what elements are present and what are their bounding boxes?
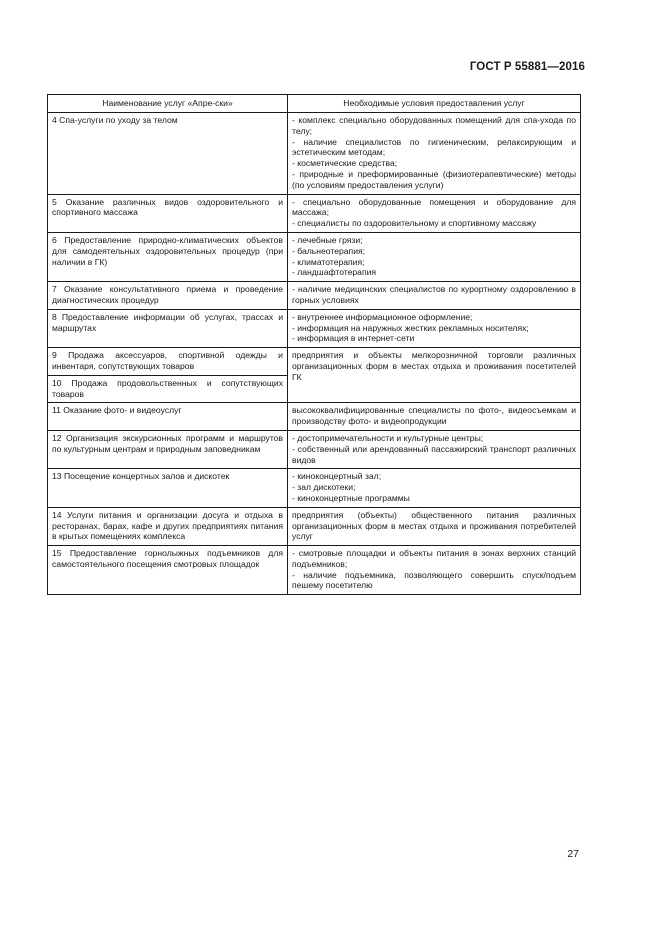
document-code: ГОСТ Р 55881—2016 xyxy=(469,61,585,73)
service-conditions xyxy=(288,282,581,310)
condition-line: - внутреннее информационное оформление; xyxy=(292,311,473,322)
service-conditions xyxy=(288,546,581,595)
condition-line: - киноконцертные программы xyxy=(292,492,410,503)
service-name: 8 Предоставление информации об услугах, трассах и маршрутах xyxy=(48,309,288,347)
service-name: 6 Предоставление природно-климатических объектов для самодеятельных оздоровительных процедур (при наличии в ГК) xyxy=(48,232,288,281)
condition-line: - информация в интернет-сети xyxy=(292,333,415,344)
service-conditions xyxy=(288,469,581,507)
condition-line: - специалисты по оздоровительному и спортивному массажу xyxy=(292,218,537,229)
service-conditions xyxy=(288,309,581,347)
table-row xyxy=(48,403,581,431)
condition-line: - собственный или арендованный пассажирский транспорт различных видов xyxy=(292,443,576,465)
service-conditions xyxy=(288,232,581,281)
condition-line: - наличие специалистов по гигиеническим, релаксирующим и эстетическим методам; xyxy=(292,136,576,158)
condition-line: предприятия (объекты) общественного питания различных организационных форм в местах отдыха и проживания потребителей услуг xyxy=(292,509,576,542)
service-name: 7 Оказание консультативного приема и проведение диагностических процедур xyxy=(48,282,288,310)
condition-line: - косметические средства; xyxy=(292,158,398,169)
table-row xyxy=(48,309,581,347)
condition-line: - специально оборудованные помещения и оборудование для массажа; xyxy=(292,196,576,218)
table-row xyxy=(48,507,581,545)
condition-line: - комплекс специально оборудованных помещений для спа-ухода по телу; xyxy=(292,115,576,136)
service-conditions xyxy=(288,507,581,545)
service-name: 10 Продажа продовольственных и сопутствующих товаров xyxy=(48,375,288,403)
services-table xyxy=(47,94,581,595)
condition-line: - лечебные грязи; xyxy=(292,234,363,245)
condition-line: - зал дискотеки; xyxy=(292,482,356,493)
condition-line: предприятия и объекты мелкорозничной торговли различных организационных форм в местах отдыха и проживания посетителей ГК xyxy=(292,350,576,382)
column-header-conditions: Необходимые условия предоставления услуг xyxy=(288,95,581,113)
service-name: 5 Оказание различных видов оздоровительного и спортивного массажа xyxy=(48,194,288,232)
service-conditions xyxy=(288,430,581,468)
service-name: 13 Посещение концертных залов и дискотек xyxy=(48,469,288,507)
condition-line: - достопримечательности и культурные центры; xyxy=(292,432,484,443)
condition-line: высококвалифицированные специалисты по фото-, видеосъемкам и производству фото- и видеопродукции xyxy=(292,405,576,427)
table-row xyxy=(48,113,581,195)
condition-line: - бальнеотерапия; xyxy=(292,245,366,256)
table-header-row xyxy=(48,95,581,113)
condition-line: - киноконцертный зал; xyxy=(292,471,382,482)
service-conditions xyxy=(288,113,581,195)
condition-line: - природные и преформированные (физиотерапевтические) методы (по условиям предоставления услуги) xyxy=(292,168,576,190)
table-row xyxy=(48,469,581,507)
condition-line: - климатотерапия; xyxy=(292,256,365,267)
condition-line: - ландшафтотерапия xyxy=(292,267,377,278)
service-name: 11 Оказание фото- и видеоуслуг xyxy=(48,403,288,431)
page-number: 27 xyxy=(567,848,579,860)
table-row xyxy=(48,282,581,310)
service-name: 15 Предоставление горнолыжных подъемников для самостоятельного посещения смотровых площадок xyxy=(48,546,288,595)
table-row xyxy=(48,430,581,468)
service-name: 14 Услуги питания и организации досуга и отдыха в ресторанах, барах, кафе и других предприятиях питания в крытых помещениях комплекса xyxy=(48,507,288,545)
condition-line: - наличие медицинских специалистов по курортному оздоровлению в горных условиях xyxy=(292,284,576,305)
service-conditions xyxy=(288,403,581,431)
column-header-service: Наименование услуг «Апре-ски» xyxy=(48,95,288,113)
table-row xyxy=(48,232,581,281)
table-row xyxy=(48,546,581,595)
service-name: 4 Спа-услуги по уходу за телом xyxy=(48,113,288,195)
table-row xyxy=(48,348,581,376)
condition-line: - информация на наружных жестких рекламных носителях; xyxy=(292,322,529,333)
table-row xyxy=(48,194,581,232)
service-conditions xyxy=(288,194,581,232)
service-name: 9 Продажа аксессуаров, спортивной одежды и инвентаря, сопутствующих товаров xyxy=(48,348,288,376)
condition-line: - смотровые площадки и объекты питания в зонах верхних станций подъемников; xyxy=(292,548,576,569)
condition-line: - наличие подъемника, позволяющего совершить спуск/подъем пешему посетителю xyxy=(292,569,576,591)
service-name: 12 Организация экскурсионных программ и маршрутов по культурным центрам и природным заповедникам xyxy=(48,430,288,468)
service-conditions xyxy=(288,348,581,403)
